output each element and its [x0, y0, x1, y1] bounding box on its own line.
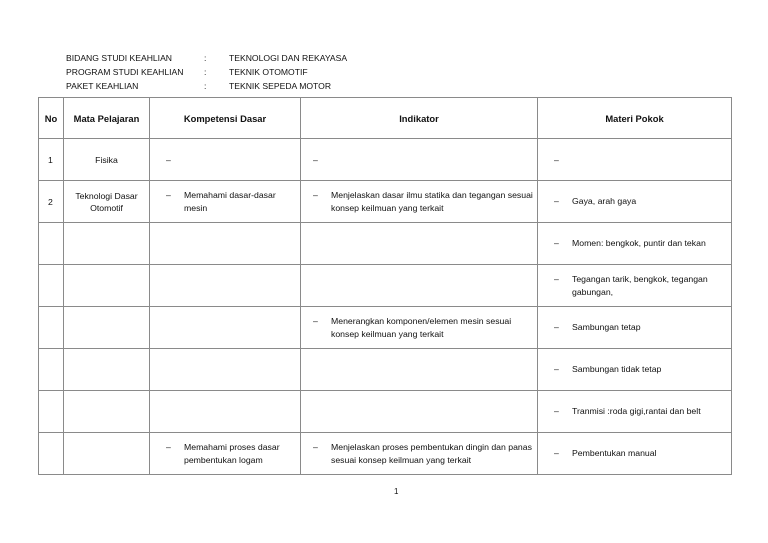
dash-marker: –: [166, 154, 171, 165]
table-row: [39, 433, 732, 475]
syllabus-table: [38, 97, 732, 475]
header-value: TEKNIK OTOMOTIF: [229, 67, 308, 77]
kd-text: Memahami proses dasar pembentukan logam: [184, 442, 280, 465]
cell-kompetensi-dasar: [150, 349, 301, 391]
table-row: [39, 139, 732, 181]
cell-no: [39, 265, 64, 307]
dash-marker: –: [554, 196, 559, 207]
header-row-paket: [66, 81, 366, 93]
dash-marker: –: [554, 406, 559, 417]
materi-text: Tegangan tarik, bengkok, tegangan gabungan,: [572, 274, 708, 297]
dash-marker: –: [166, 190, 171, 200]
materi-text: Sambungan tidak tetap: [572, 364, 662, 375]
cell-indikator: [301, 391, 538, 433]
cell-indikator: [301, 349, 538, 391]
cell-indikator: [301, 265, 538, 307]
header-label: BIDANG STUDI KEAHLIAN: [66, 53, 173, 63]
cell-mata-pelajaran: Fisika: [64, 139, 150, 181]
header-label: PROGRAM STUDI KEAHLIAN: [66, 67, 184, 77]
dash-marker: –: [313, 190, 318, 200]
cell-materi-pokok: [538, 223, 732, 265]
cell-kompetensi-dasar: [150, 265, 301, 307]
col-header-kompetensi-dasar: Kompetensi Dasar: [150, 98, 301, 139]
cell-materi-pokok: [538, 265, 732, 307]
cell-indikator: [301, 181, 538, 223]
table-row: [39, 181, 732, 223]
cell-indikator: [301, 223, 538, 265]
header-colon: :: [204, 67, 207, 77]
cell-no: [39, 349, 64, 391]
cell-indikator: [301, 433, 538, 475]
dash-marker: –: [166, 442, 171, 452]
cell-mata-pelajaran: [64, 433, 150, 475]
header-colon: :: [204, 81, 207, 91]
col-header-materi-pokok: Materi Pokok: [538, 98, 732, 139]
cell-no: 2: [39, 181, 64, 223]
header-value: TEKNIK SEPEDA MOTOR: [229, 81, 332, 91]
header-row-program: [66, 67, 366, 79]
table-row: [39, 307, 732, 349]
materi-text: Pembentukan manual: [572, 448, 657, 459]
dash-marker: –: [313, 442, 318, 452]
cell-no: [39, 433, 64, 475]
cell-mata-pelajaran: Teknologi Dasar Otomotif: [64, 181, 150, 223]
cell-mata-pelajaran: [64, 307, 150, 349]
cell-mata-pelajaran: [64, 265, 150, 307]
cell-kompetensi-dasar: [150, 181, 301, 223]
dash-marker: –: [554, 448, 559, 459]
cell-kompetensi-dasar: [150, 391, 301, 433]
dash-marker: –: [554, 238, 559, 249]
cell-no: [39, 223, 64, 265]
cell-no: [39, 391, 64, 433]
kd-text: Memahami dasar-dasar mesin: [184, 190, 276, 213]
cell-kompetensi-dasar: [150, 307, 301, 349]
cell-materi-pokok: [538, 181, 732, 223]
materi-text: Tranmisi :roda gigi,rantai dan belt: [572, 406, 701, 417]
header-value: TEKNOLOGI DAN REKAYASA: [229, 53, 348, 63]
cell-no: 1: [39, 139, 64, 181]
cell-no: [39, 307, 64, 349]
table-row: [39, 265, 732, 307]
dash-marker: –: [554, 322, 559, 333]
cell-materi-pokok: [538, 307, 732, 349]
cell-materi-pokok: [538, 433, 732, 475]
table-row: [39, 391, 732, 433]
indikator-text: Menerangkan komponen/elemen mesin sesuai konsep keilmuan yang terkait: [331, 316, 512, 339]
header-label: PAKET KEAHLIAN: [66, 81, 139, 91]
cell-materi-pokok: [538, 391, 732, 433]
cell-kompetensi-dasar: [150, 433, 301, 475]
materi-text: Gaya, arah gaya: [572, 196, 637, 207]
dash-marker: –: [554, 154, 559, 165]
dash-marker: –: [554, 274, 559, 284]
indikator-text: Menjelaskan proses pembentukan dingin dan panas sesuai konsep keilmuan yang terkait: [331, 442, 532, 465]
col-header-no: No: [39, 98, 64, 139]
cell-mata-pelajaran: [64, 223, 150, 265]
cell-indikator: [301, 139, 538, 181]
materi-text: Sambungan tetap: [572, 322, 641, 333]
col-header-mata-pelajaran: Mata Pelajaran: [64, 98, 150, 139]
col-header-indikator: Indikator: [301, 98, 538, 139]
dash-marker: –: [554, 364, 559, 375]
table-row: [39, 223, 732, 265]
dash-marker: –: [313, 316, 318, 326]
dash-marker: –: [313, 154, 318, 165]
table-row: [39, 349, 732, 391]
cell-materi-pokok: [538, 349, 732, 391]
header-row-bidang: [66, 53, 366, 65]
cell-mata-pelajaran: [64, 349, 150, 391]
cell-materi-pokok: [538, 139, 732, 181]
materi-text: Momen: bengkok, puntir dan tekan: [572, 238, 706, 249]
header-colon: :: [204, 53, 207, 63]
indikator-text: Menjelaskan dasar ilmu statika dan tegangan sesuai konsep keilmuan yang terkait: [331, 190, 533, 213]
cell-mata-pelajaran: [64, 391, 150, 433]
cell-kompetensi-dasar: [150, 139, 301, 181]
cell-kompetensi-dasar: [150, 223, 301, 265]
cell-indikator: [301, 307, 538, 349]
table-header-row: [39, 98, 732, 139]
page-number: 1: [394, 487, 399, 496]
